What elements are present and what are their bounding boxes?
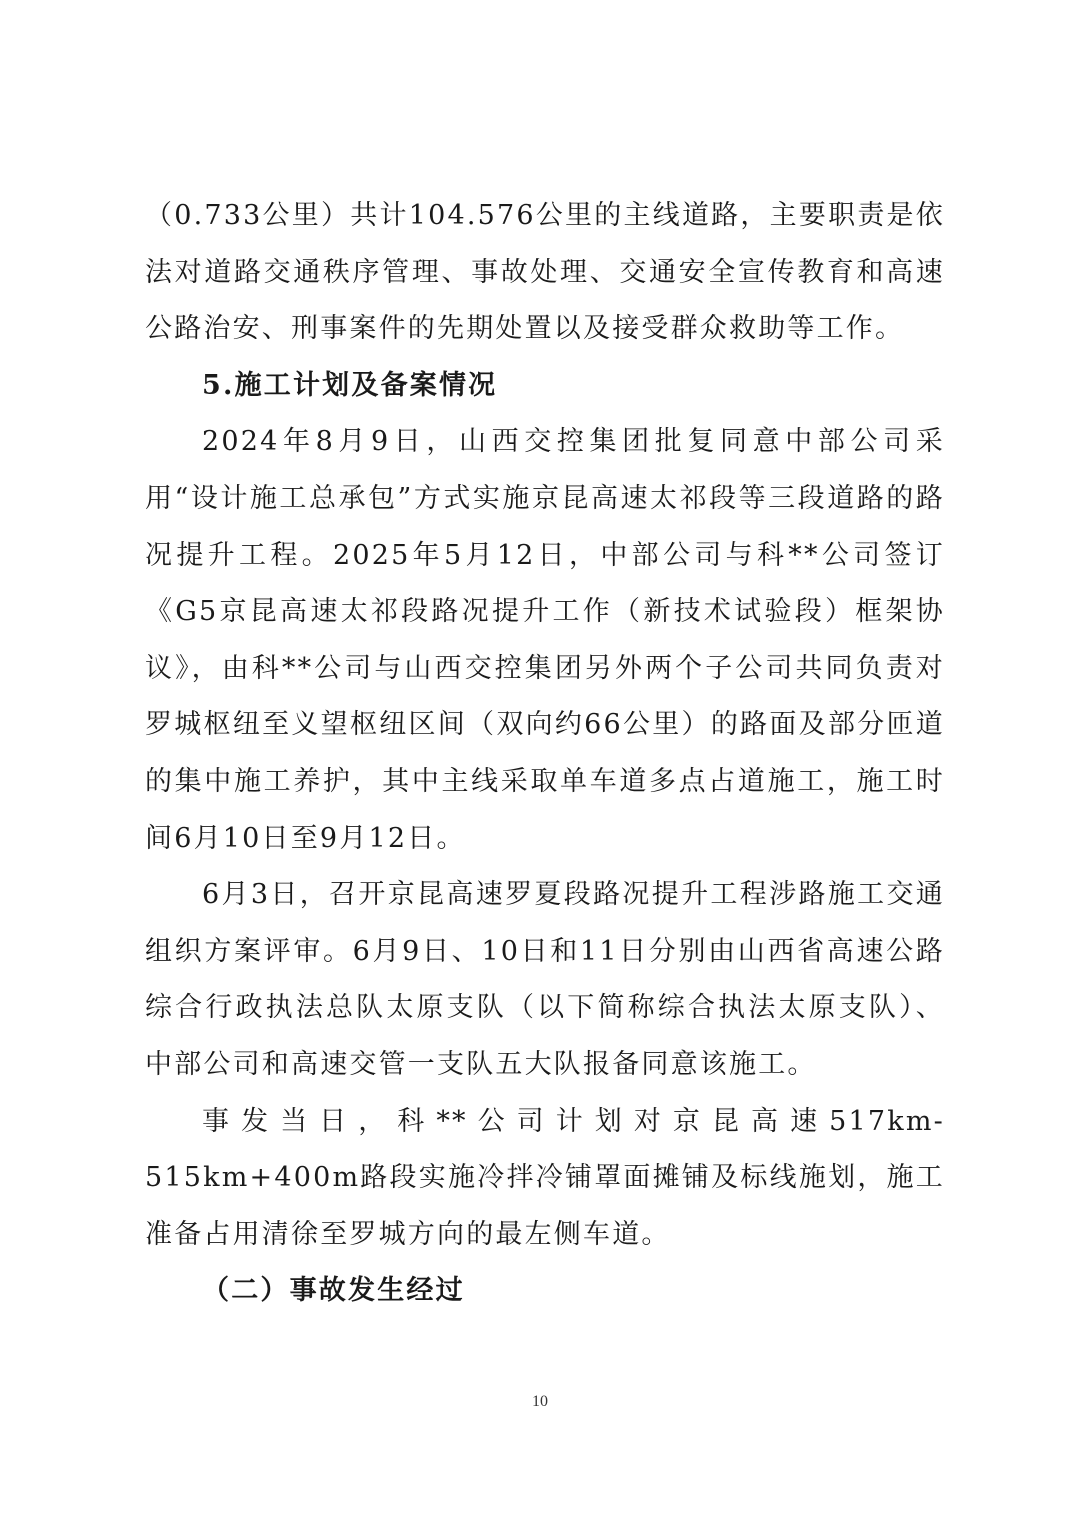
paragraph-accident-day-plan: 事发当日，科**公司计划对京昆高速517km-515km+400m路段实施冷拌冷铺罩面摊铺及标线施划，施工准备占用清徐至罗城方向的最左侧车道。	[145, 1105, 945, 1250]
section-heading-construction-plan: 5.施工计划及备案情况	[202, 369, 498, 401]
page-number: 10	[532, 1393, 548, 1410]
document-body	[145, 188, 945, 1320]
section-heading-accident-process: （二）事故发生经过	[202, 1275, 465, 1307]
paragraph-construction-approval: 2024年8月9日，山西交控集团批复同意中部公司采用“设计施工总承包”方式实施京昆高速太祁段等三段道路的路况提升工程。2025年5月12日，中部公司与科**公司签订《G5京昆高速太祁段路况提升工作（新技术试验段）框架协议》，由科**公司与山西交控集团另外两个子公司共同负责对罗城枢纽至义望枢纽区间（双向约66公里）的路面及部分匝道的集中施工养护，其中主线采取单车道多点占道施工，施工时间6月10日至9月12日。	[145, 426, 945, 854]
paragraph-traffic-plan-review: 6月3日，召开京昆高速罗夏段路况提升工程涉路施工交通组织方案评审。6月9日、10日和11日分别由山西省高速公路综合行政执法总队太原支队（以下简称综合执法太原支队）、中部公司和高速交管一支队五大队报备同意该施工。	[145, 879, 945, 1080]
paragraph-duties: （0.733公里）共计104.576公里的主线道路，主要职责是依法对道路交通秩序管理、事故处理、交通安全宣传教育和高速公路治安、刑事案件的先期处置以及接受群众救助等工作。	[145, 200, 945, 345]
